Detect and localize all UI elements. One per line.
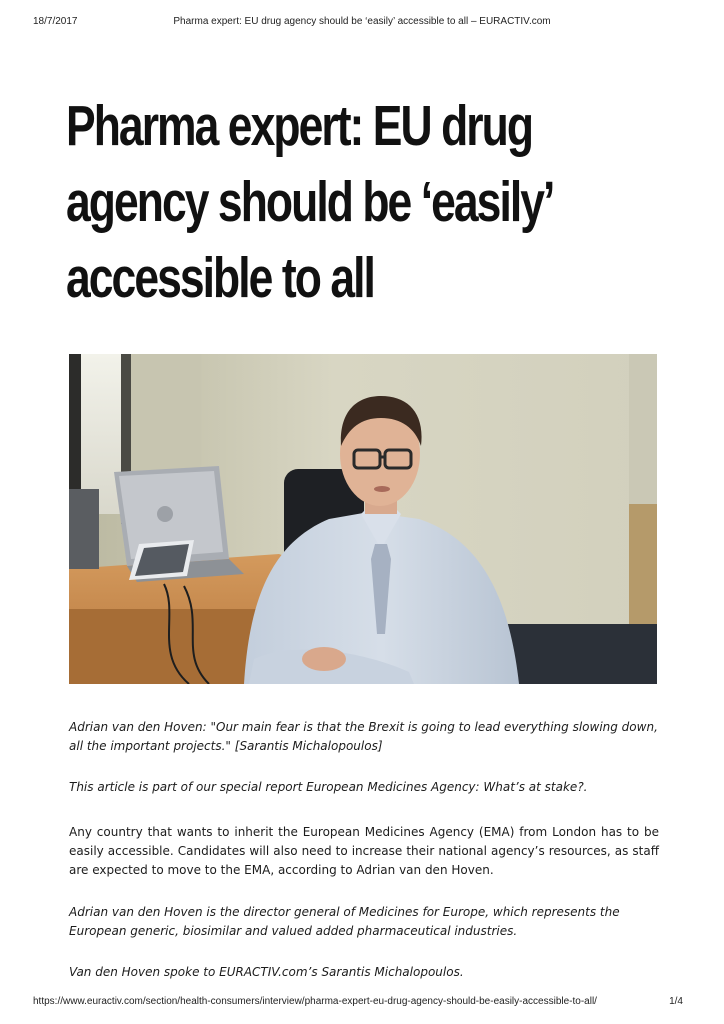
author-bio: Adrian van den Hoven is the director general of Medicines for Europe, which represents the European generic, biosimilar and valued added pharmaceutical industries. — [69, 905, 620, 938]
photo-caption: Adrian van den Hoven: "Our main fear is that the Brexit is going to lead everything slowing down, all the important projects." [Sarantis Michalopoulos] — [69, 720, 658, 753]
special-report-note: This article is part of our special report European Medicines Agency: What’s at stake?. — [69, 780, 588, 794]
article-lead-paragraph: Any country that wants to inherit the European Medicines Agency (EMA) from London has to be easily accessible. Candidates will also need to increase their national agency’s resources, as staff are expected to move to the EMA, according to Adrian van den Hoven. — [69, 825, 659, 877]
hero-photo — [69, 354, 657, 684]
headline-line: Pharma expert: EU drug — [66, 94, 533, 158]
print-header — [33, 16, 691, 30]
page-number: 1/4 — [669, 996, 683, 1007]
print-date: 18/7/2017 — [33, 16, 78, 27]
page-url: https://www.euractiv.com/section/health-consumers/interview/pharma-expert-eu-drug-agency-should-be-easily-accessible-to-all/ — [33, 996, 597, 1007]
article-headline — [66, 88, 659, 316]
print-page-title: Pharma expert: EU drug agency should be ‘easily’ accessible to all – EURACTIV.com — [173, 16, 551, 27]
print-footer — [33, 996, 691, 1010]
headline-line: accessible to all — [66, 246, 374, 310]
headline-line: agency should be ‘easily’ — [66, 170, 554, 234]
interview-note: Van den Hoven spoke to EURACTIV.com’s Sarantis Michalopoulos. — [69, 965, 464, 979]
